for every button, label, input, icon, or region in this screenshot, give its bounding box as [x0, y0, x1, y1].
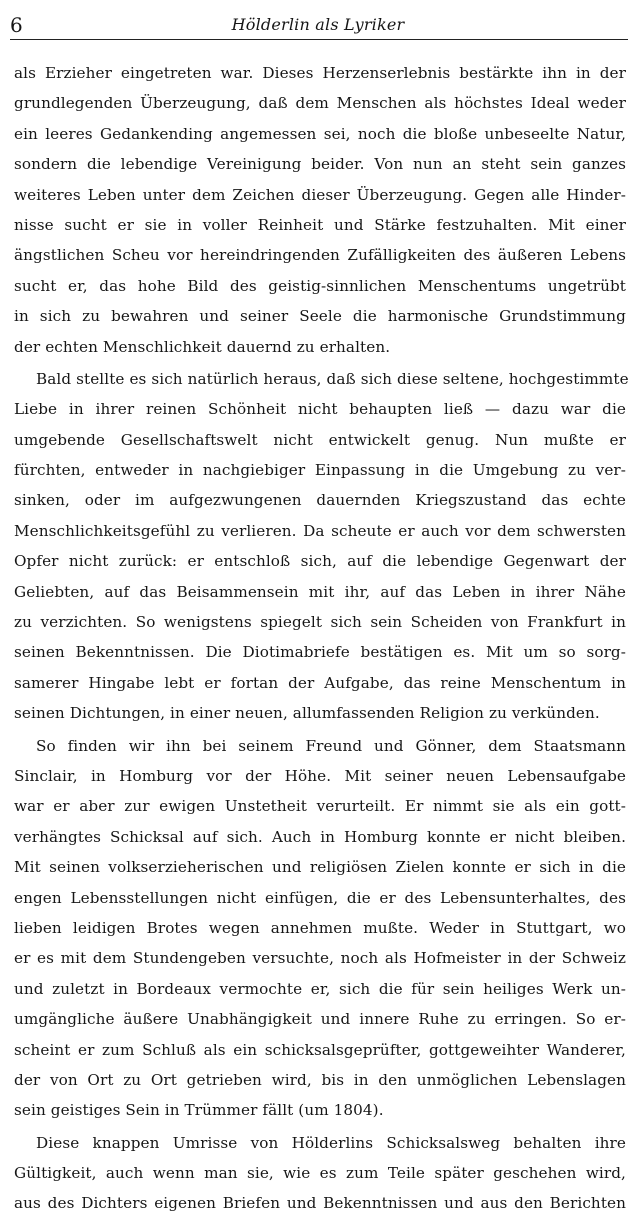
text-line: Bald stellte es sich natürlich heraus, daß sich diese seltene, hochgestimmte — [36, 369, 629, 388]
text-line: war er aber zur ewigen Unstetheit verurteilt. Er nimmt sie als ein gott- — [14, 797, 626, 816]
text-line: Gültigkeit, auch wenn man sie, wie es zum Teile später geschehen wird, — [14, 1164, 626, 1183]
text-line: in sich zu bewahren und seiner Seele die harmonische Grundstimmung — [14, 307, 626, 326]
text-line: So finden wir ihn bei seinem Freund und Gönner, dem Staatsmann — [36, 736, 626, 755]
text-line: Mit seinen volkserzieherischen und religiösen Zielen konnte er sich in die — [14, 858, 626, 877]
paragraph — [14, 1128, 626, 1219]
text-line: Diese knappen Umrisse von Hölderlins Schicksalsweg behalten ihre — [36, 1133, 626, 1152]
text-line: sein geistiges Sein in Trümmer fällt (um 1804). — [14, 1101, 384, 1120]
page-number: 6 — [10, 13, 23, 37]
header-rule — [10, 39, 628, 40]
paragraph — [14, 364, 629, 729]
text-line: fürchten, entweder in nachgiebiger Einpassung in die Umgebung zu ver- — [14, 461, 626, 480]
text-line: Sinclair, in Homburg vor der Höhe. Mit seiner neuen Lebensaufgabe — [14, 766, 626, 785]
text-line: lieben leidigen Brotes wegen annehmen mußte. Weder in Stuttgart, wo — [14, 918, 626, 937]
paragraph — [14, 731, 626, 1126]
text-line: sucht er, das hohe Bild des geistig-sinnlichen Menschentums ungetrübt — [14, 276, 626, 295]
text-line: er es mit dem Stundengeben versuchte, noch als Hofmeister in der Schweiz — [14, 949, 626, 968]
text-line: aus des Dichters eigenen Briefen und Bekenntnissen und aus den Berichten — [14, 1194, 626, 1213]
paragraph — [14, 58, 626, 362]
page-header — [8, 12, 628, 38]
text-line: der echten Menschlichkeit dauernd zu erhalten. — [14, 337, 391, 356]
text-line: seinen Dichtungen, in einer neuen, allumfassenden Religion zu verkünden. — [14, 704, 600, 723]
text-line: scheint er zum Schluß als ein schicksalsgeprüfter, gottgeweihter Wanderer, — [14, 1040, 626, 1059]
text-line: samerer Hingabe lebt er fortan der Aufgabe, das reine Menschentum in — [14, 673, 626, 692]
text-line: Liebe in ihrer reinen Schönheit nicht behaupten ließ — dazu war die — [14, 400, 626, 419]
text-line: der von Ort zu Ort getrieben wird, bis in den unmöglichen Lebenslagen — [14, 1070, 626, 1089]
text-line: umgängliche äußere Unabhängigkeit und innere Ruhe zu erringen. So er- — [14, 1010, 626, 1029]
body-text — [14, 58, 629, 1219]
text-line: ein leeres Gedankending angemessen sei, noch die bloße unbeseelte Natur, — [14, 124, 626, 143]
text-line: verhängtes Schicksal auf sich. Auch in Homburg konnte er nicht bleiben. — [14, 827, 626, 846]
text-line: nisse sucht er sie in voller Reinheit und Stärke festzuhalten. Mit einer — [14, 215, 626, 234]
running-head: Hölderlin als Lyriker — [231, 15, 405, 34]
text-line: ängstlichen Scheu vor hereindringenden Zufälligkeiten des äußeren Lebens — [14, 246, 626, 265]
text-line: weiteres Leben unter dem Zeichen dieser Überzeugung. Gegen alle Hinder- — [14, 185, 626, 204]
text-line: Opfer nicht zurück: er entschloß sich, auf die lebendige Gegenwart der — [14, 552, 626, 571]
text-line: und zuletzt in Bordeaux vermochte er, sich die für sein heiliges Werk un- — [14, 979, 626, 998]
text-line: zu verzichten. So wenigstens spiegelt sich sein Scheiden von Frankfurt in — [14, 613, 626, 632]
text-line: seinen Bekenntnissen. Die Diotimabriefe bestätigen es. Mit um so sorg- — [14, 643, 626, 662]
text-line: sondern die lebendige Vereinigung beider. Von nun an steht sein ganzes — [14, 155, 626, 174]
text-line: sinken, oder im aufgezwungenen dauernden Kriegszustand das echte — [14, 491, 626, 510]
text-line: als Erzieher eingetreten war. Dieses Herzenserlebnis bestärkte ihn in der — [14, 64, 626, 82]
text-line: umgebende Gesellschaftswelt nicht entwickelt genug. Nun mußte er — [14, 430, 626, 449]
text-line: Geliebten, auf das Beisammensein mit ihr, auf das Leben in ihrer Nähe — [14, 582, 626, 601]
text-line: grundlegenden Überzeugung, daß dem Menschen als höchstes Ideal weder — [14, 94, 626, 113]
text-line: Menschlichkeitsgefühl zu verlieren. Da scheute er auch vor dem schwersten — [14, 521, 626, 540]
text-line: engen Lebensstellungen nicht einfügen, die er des Lebensunterhaltes, des — [14, 888, 626, 907]
